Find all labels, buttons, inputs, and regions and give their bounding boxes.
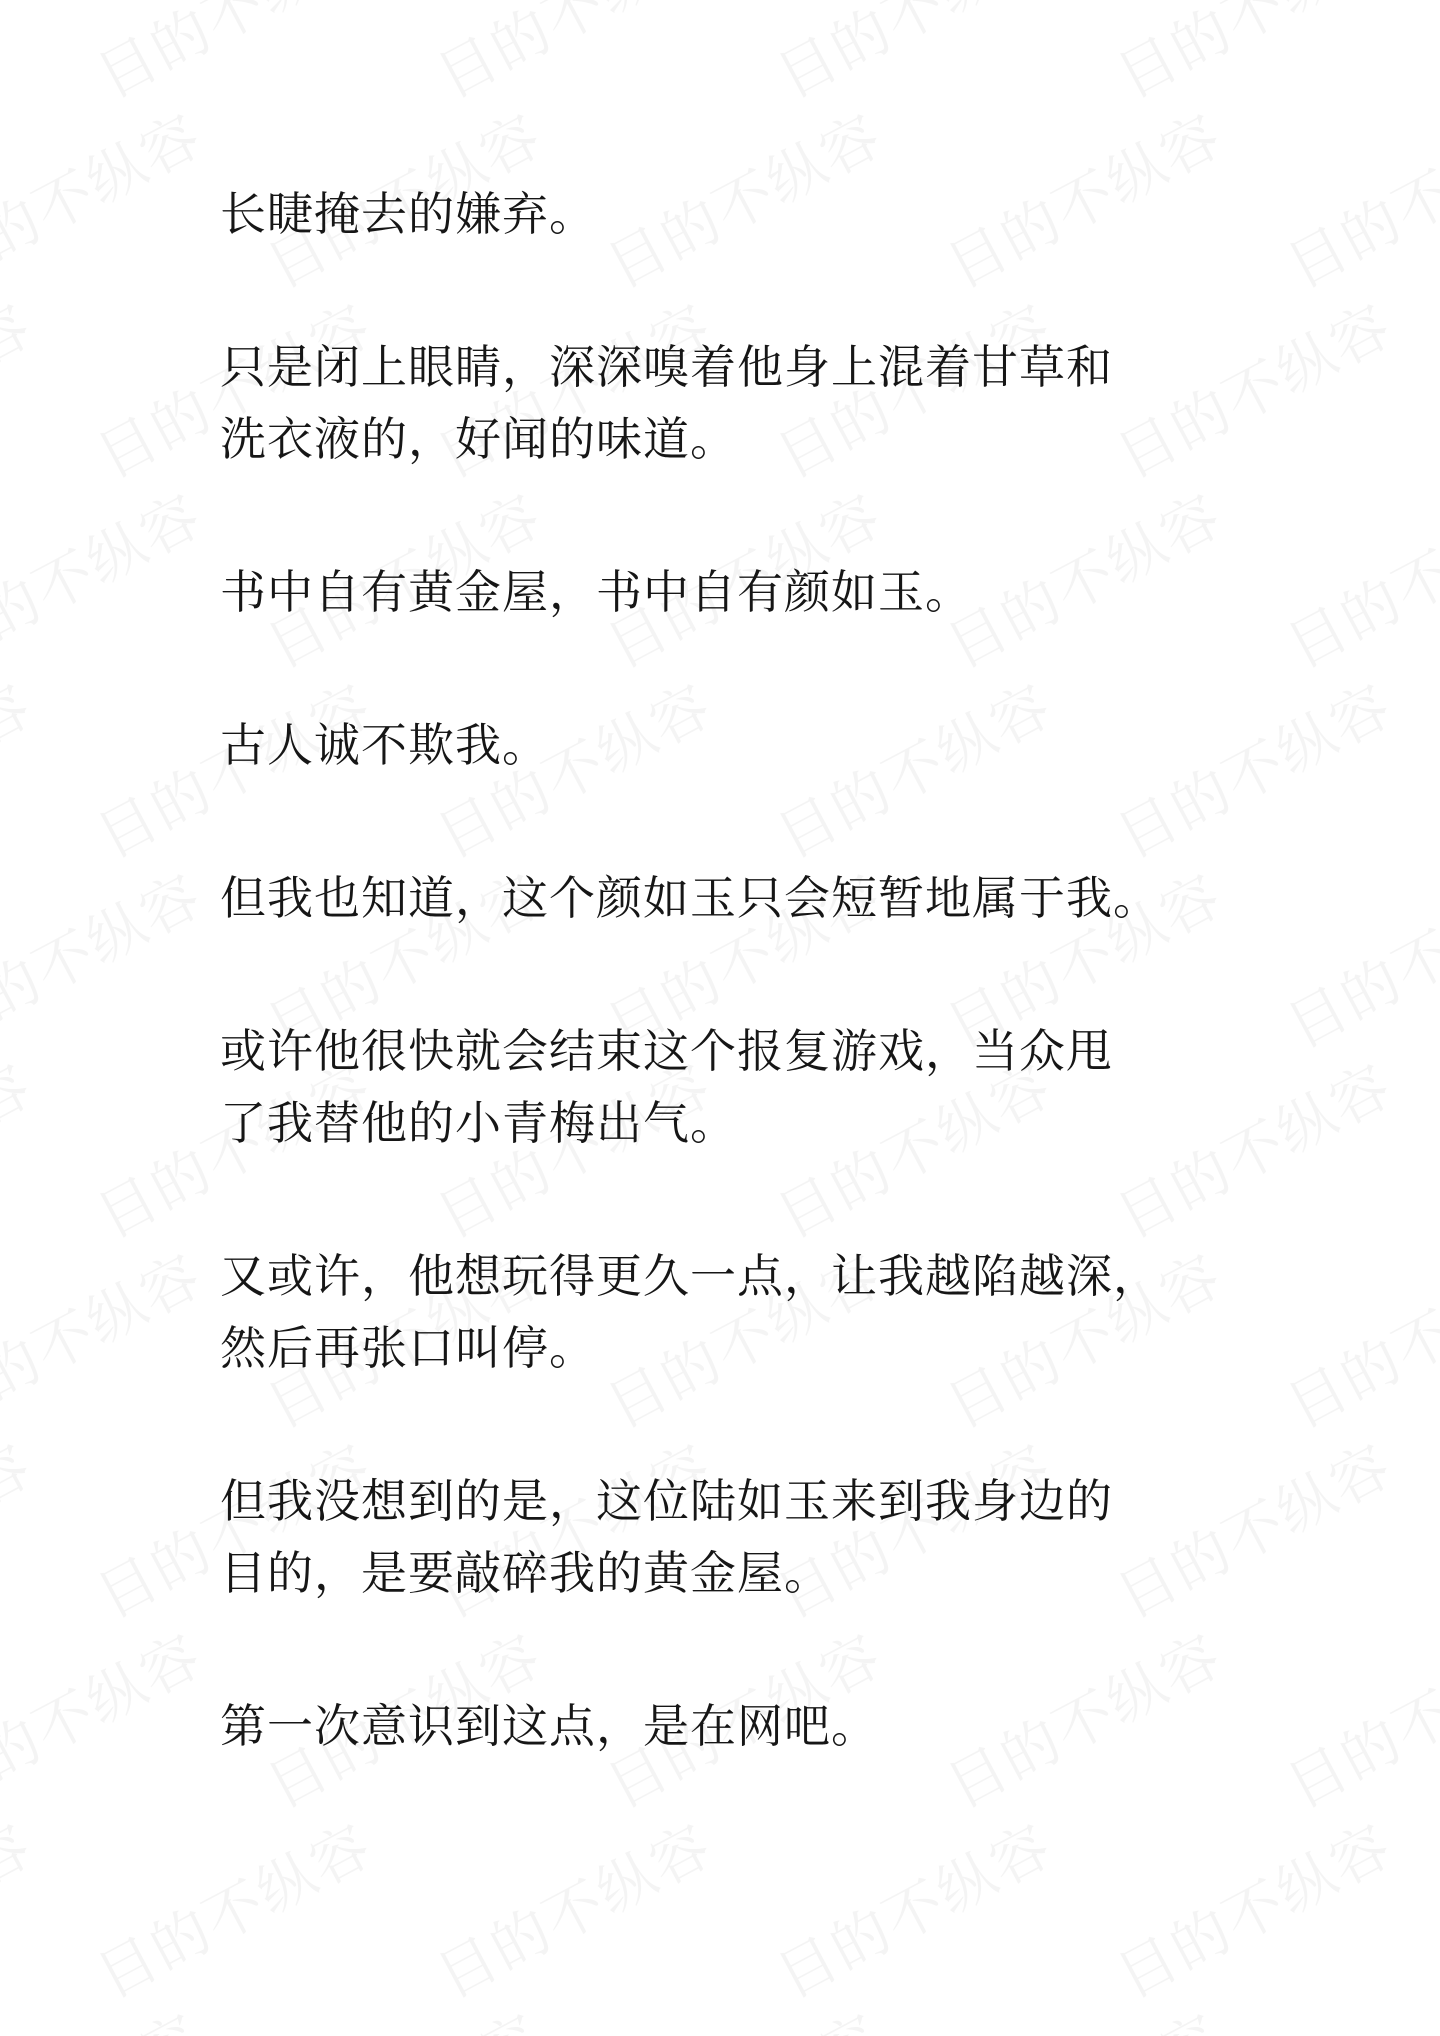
watermark-text <box>0 1989 214 2036</box>
watermark-text <box>0 279 44 494</box>
watermark-text <box>0 1799 44 2014</box>
watermark-text <box>1100 0 1404 114</box>
watermark-text <box>590 1989 894 2036</box>
watermark-text <box>0 1419 44 1634</box>
watermark-text <box>930 1989 1234 2036</box>
paragraph <box>220 1465 1280 1609</box>
watermark-text <box>1270 89 1440 304</box>
watermark-text <box>0 659 44 874</box>
text-line: 但我也知道，这个颜如玉只会短暂地属于我。 <box>220 871 1160 925</box>
paragraph <box>220 1015 1280 1159</box>
paragraph <box>220 1690 1280 1762</box>
watermark-text <box>760 0 1064 114</box>
watermark-text <box>0 1039 44 1254</box>
paragraph <box>220 331 1280 475</box>
text-line: 但我没想到的是，这位陆如玉来到我身边的 <box>220 1474 1113 1528</box>
text-line: 目的，是要敲碎我的黄金屋。 <box>220 1546 831 1600</box>
watermark-text <box>0 849 214 1064</box>
text-line: 了我替他的小青梅出气。 <box>220 1096 737 1150</box>
watermark-text <box>0 0 44 114</box>
watermark-text <box>1270 1609 1440 1824</box>
text-line: 长睫掩去的嫌弃。 <box>220 187 596 241</box>
text-line: 第一次意识到这点，是在网吧。 <box>220 1699 878 1753</box>
text-line: 只是闭上眼睛，深深嗅着他身上混着甘草和 <box>220 340 1113 394</box>
watermark-text <box>1270 1989 1440 2036</box>
text-line: 书中自有黄金屋，书中自有颜如玉。 <box>220 565 972 619</box>
text-line: 或许他很快就会结束这个报复游戏，当众甩 <box>220 1024 1113 1078</box>
text-line: 洗衣液的，好闻的味道。 <box>220 412 737 466</box>
paragraph <box>220 1240 1280 1384</box>
paragraph <box>220 709 1280 781</box>
watermark-text <box>250 1989 554 2036</box>
watermark-text <box>1270 849 1440 1064</box>
watermark-text <box>0 469 214 684</box>
watermark-text <box>80 0 384 114</box>
text-line: 然后再张口叫停。 <box>220 1321 596 1375</box>
watermark-text <box>1270 1229 1440 1444</box>
watermark-text <box>0 1229 214 1444</box>
paragraph <box>220 556 1280 628</box>
text-line: 又或许，他想玩得更久一点，让我越陷越深， <box>220 1249 1160 1303</box>
article-body <box>220 178 1280 1843</box>
watermark-text <box>0 1609 214 1824</box>
text-line: 古人诚不欺我。 <box>220 718 549 772</box>
watermark-text <box>0 89 214 304</box>
watermark-text <box>420 0 724 114</box>
paragraph <box>220 178 1280 250</box>
watermark-text <box>1270 469 1440 684</box>
paragraph <box>220 862 1280 934</box>
